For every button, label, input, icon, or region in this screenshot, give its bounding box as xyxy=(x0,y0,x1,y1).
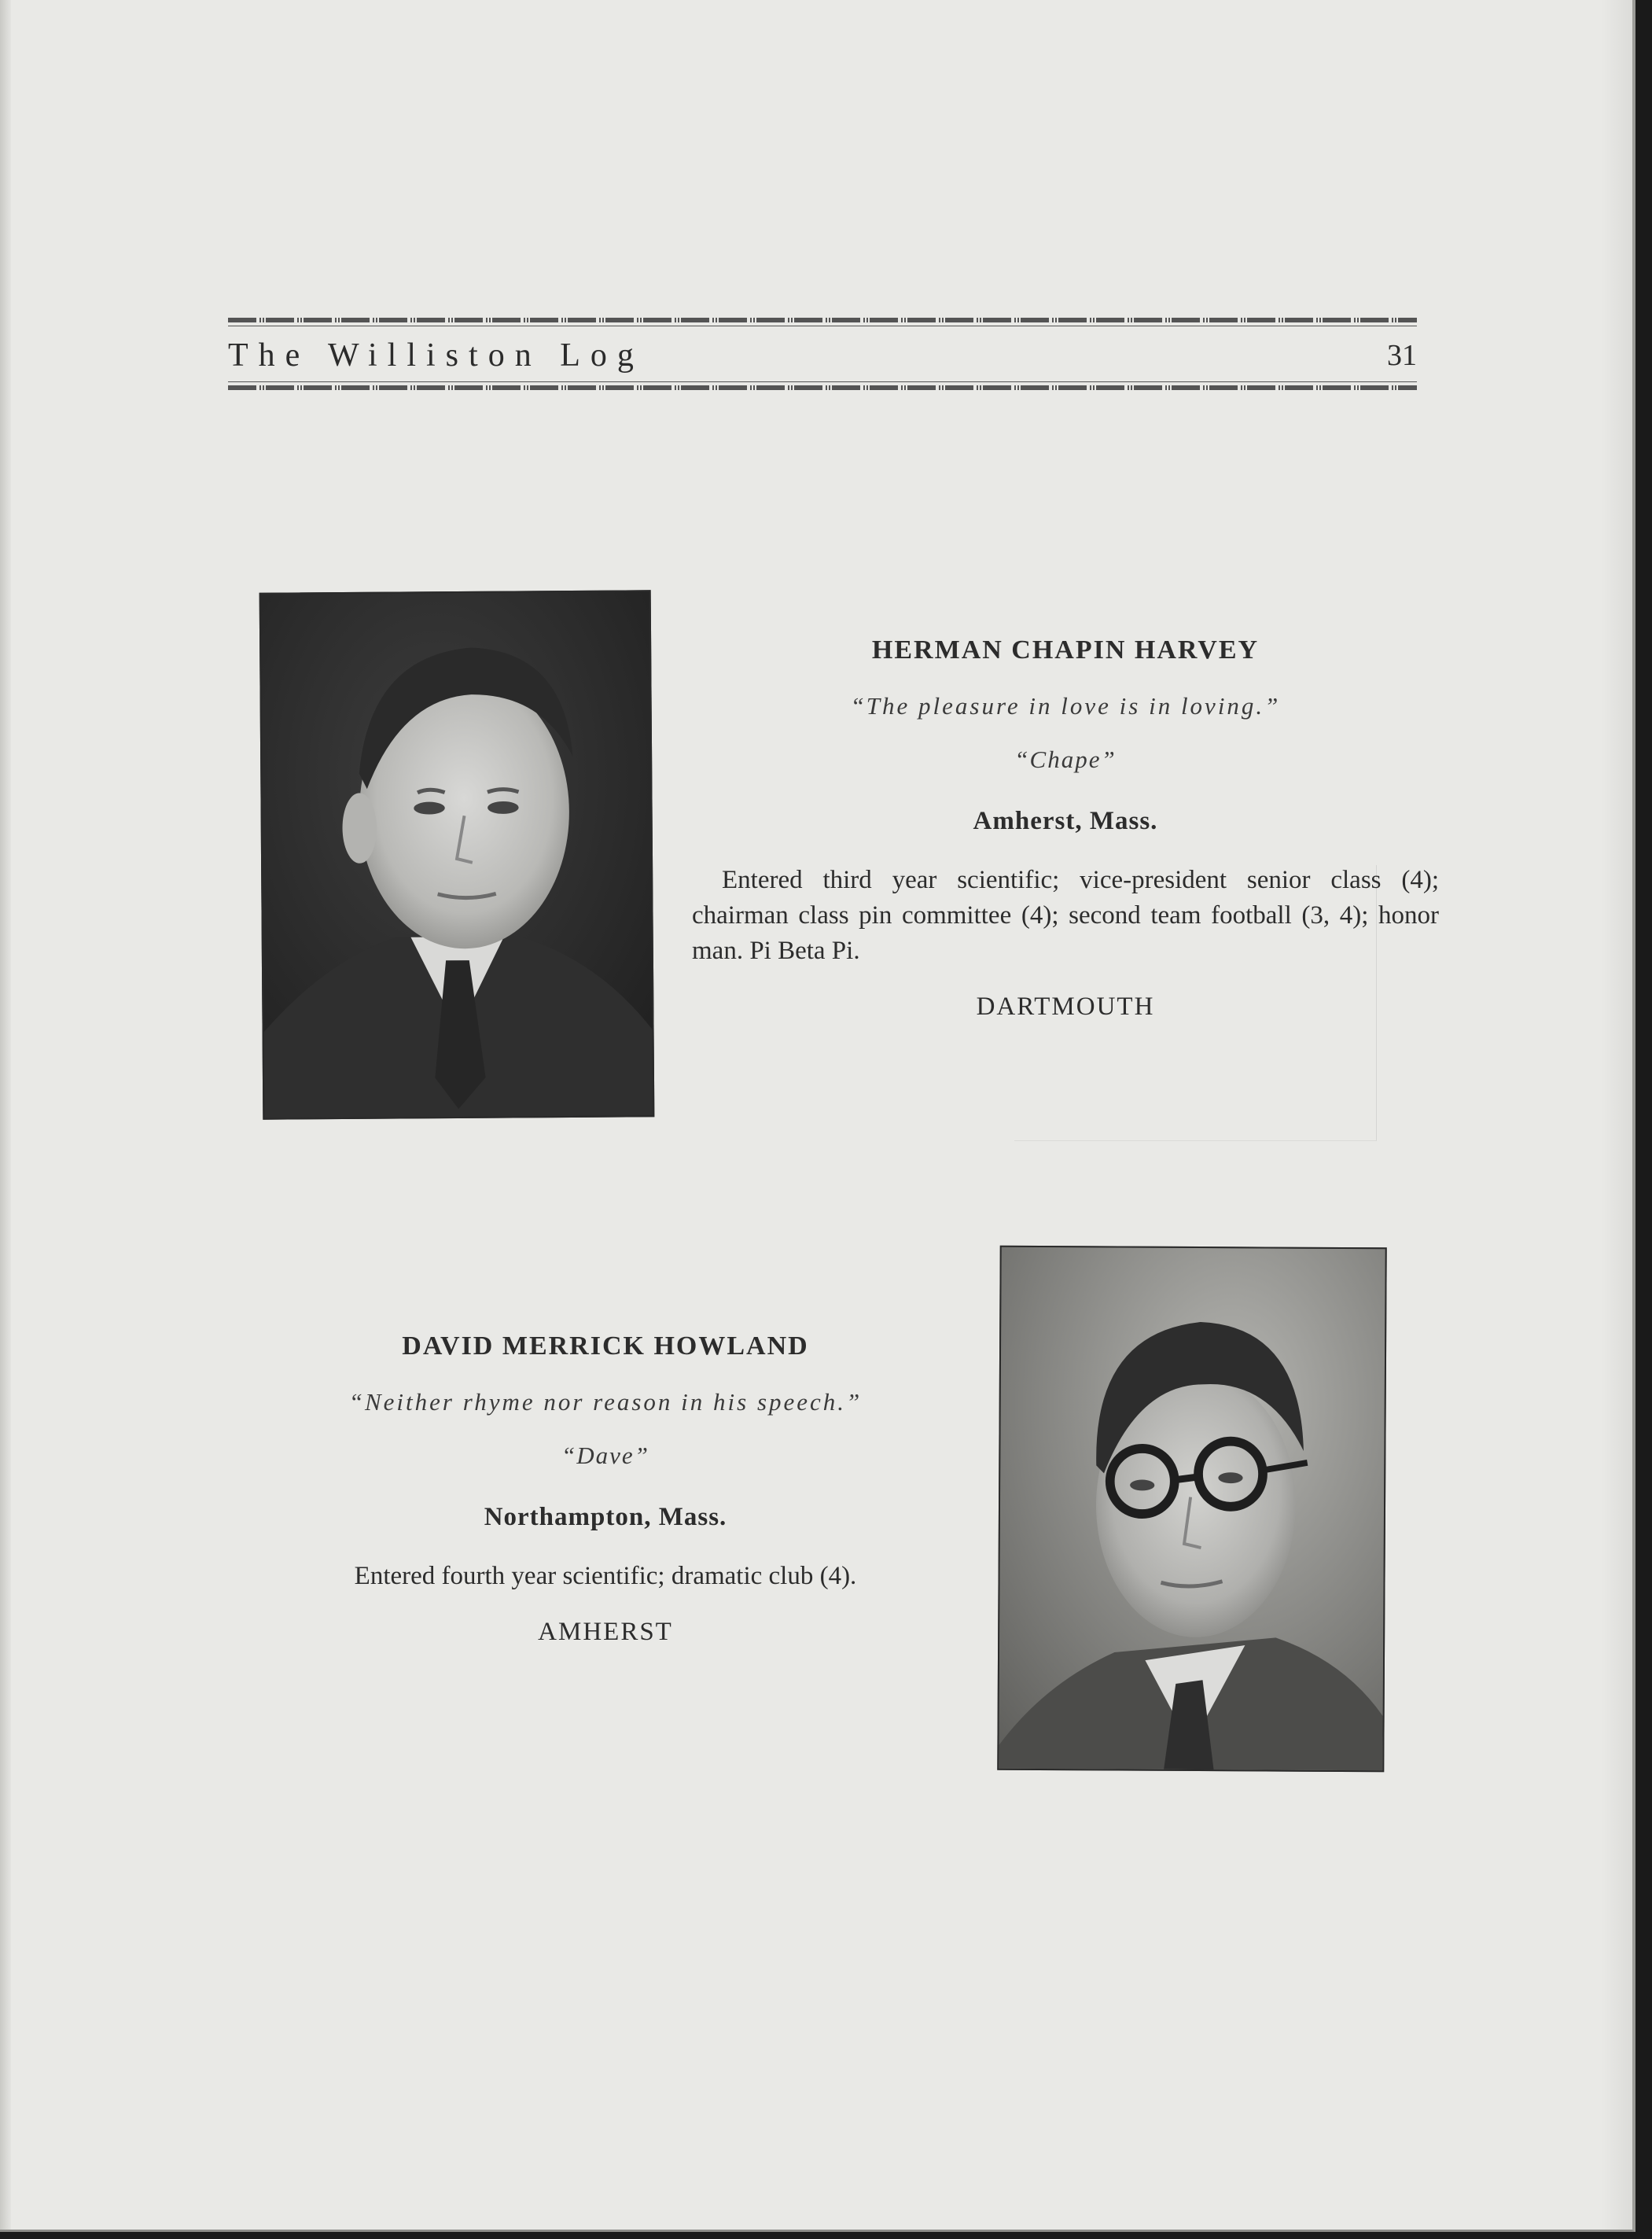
student-college: DARTMOUTH xyxy=(976,992,1155,1021)
portrait-image xyxy=(261,591,653,1118)
page-edge-shadow xyxy=(1601,0,1632,2230)
running-header xyxy=(228,315,1417,401)
page-number: 31 xyxy=(1387,339,1417,372)
student-hometown: Northampton, Mass. xyxy=(484,1503,727,1531)
page-bleed-mark xyxy=(1014,865,1377,1141)
student-name: DAVID MERRICK HOWLAND xyxy=(402,1331,809,1361)
student-quote: “The pleasure in love is in loving.” xyxy=(850,692,1281,720)
header-ornament-rule-top xyxy=(228,318,1417,322)
portrait-photo-harvey xyxy=(259,590,655,1119)
student-nickname: “Dave” xyxy=(561,1442,649,1469)
header-thin-rule-bottom xyxy=(228,381,1417,382)
student-college: AMHERST xyxy=(538,1618,673,1646)
header-ornament-rule-bottom xyxy=(228,385,1417,390)
entry-howland xyxy=(283,1331,928,1647)
portrait-image xyxy=(999,1247,1385,1771)
portrait-photo-howland xyxy=(997,1246,1386,1773)
student-quote: “Neither rhyme nor reason in his speech.” xyxy=(348,1388,863,1416)
student-description: Entered fourth year scientific; dramatic club (4). xyxy=(354,1562,857,1590)
student-name: HERMAN CHAPIN HARVEY xyxy=(871,635,1260,665)
student-hometown: Amherst, Mass. xyxy=(973,807,1158,835)
page-spine-shadow xyxy=(0,0,11,2230)
publication-title: The Williston Log xyxy=(228,337,644,374)
student-description: Entered third year scientific; vice-president senior class (4); chairman class pin committee (4); second team football (3, 4); honor man. Pi Beta Pi. xyxy=(692,866,1439,965)
student-nickname: “Chape” xyxy=(1014,746,1117,773)
